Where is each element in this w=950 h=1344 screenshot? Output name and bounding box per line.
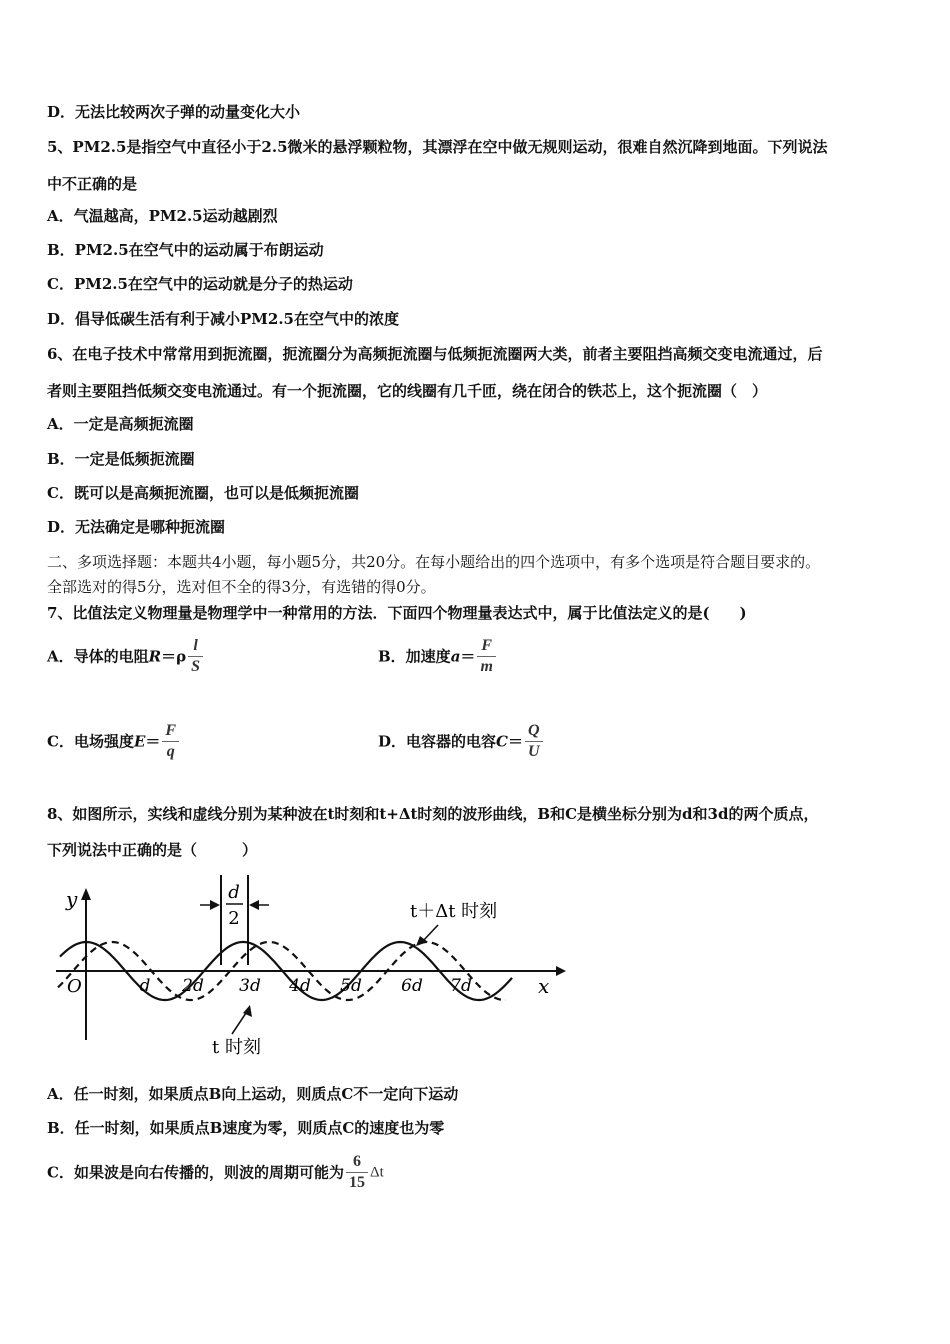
- half-d-right-arrow-icon: [249, 900, 259, 910]
- y-axis-label: y: [66, 887, 78, 911]
- tick-label-4d: 4d: [289, 976, 311, 996]
- q7-option-d-var: C: [496, 732, 508, 751]
- q8-option-c-text: C．如果波是向右传播的，则波的周期可能为: [47, 1163, 344, 1182]
- q7-option-b-denominator: m: [480, 658, 493, 675]
- half-d-numerator: d: [228, 882, 240, 903]
- q7-option-b-var: a: [450, 647, 461, 666]
- tick-label-5d: 5d: [340, 976, 362, 996]
- q8-option-c-suffix: Δt: [369, 1164, 384, 1181]
- q6-option-c: C．既可以是高频扼流圈，也可以是低频扼流圈: [47, 484, 359, 502]
- origin-label: O: [67, 976, 82, 997]
- q8-stem-line1: 8、如图所示，实线和虚线分别为某种波在t时刻和t+Δt时刻的波形曲线，B和C是横坐标分别为d和3d的两个质点，: [47, 805, 819, 823]
- q8-option-c-numerator: 6: [346, 1152, 368, 1173]
- q7-option-b-fraction: [477, 636, 495, 677]
- solid-wave-label: t 时刻: [212, 1037, 261, 1058]
- q7-option-c-fraction: [162, 721, 179, 762]
- q7-option-b-eq: ＝: [460, 647, 476, 666]
- q6-stem-line2: 者则主要阻挡低频交变电流通过。有一个扼流圈，它的线圈有几千匝，绕在闭合的铁芯上，这个扼流圈（ ）: [47, 382, 768, 400]
- q6-option-b: B．一定是低频扼流圈: [47, 450, 195, 468]
- q7-option-c-var: E: [133, 732, 146, 751]
- q8-option-c-fraction: [346, 1152, 368, 1193]
- y-axis-arrow-icon: [81, 888, 91, 900]
- q5-option-b: B．PM2.5在空气中的运动属于布朗运动: [47, 241, 324, 259]
- q7-option-a-eq: ＝ρ: [161, 647, 187, 666]
- q5-stem-line1: 5、PM2.5是指空气中直径小于2.5微米的悬浮颗粒物，其漂浮在空中做无规则运动，很难自然沉降到地面。下列说法: [47, 138, 828, 156]
- q7-option-c: [47, 721, 181, 762]
- q7-option-c-numerator: F: [162, 721, 179, 742]
- q6-option-a: A．一定是高频扼流圈: [47, 415, 194, 433]
- section2-line2: 全部选对的得5分，选对但不全的得3分，有选错的得0分。: [47, 578, 436, 596]
- q7-option-c-prefix: C．电场强度: [47, 732, 134, 751]
- q8-option-b: B．任一时刻，如果质点B速度为零，则质点C的速度也为零: [47, 1119, 445, 1137]
- q7-option-b-prefix: B．加速度: [378, 647, 451, 666]
- half-d-left-arrow-icon: [210, 900, 220, 910]
- half-d-denominator: 2: [228, 908, 240, 929]
- q4-option-d: D．无法比较两次子弹的动量变化大小: [47, 103, 301, 121]
- tick-label-2d: 2d: [182, 976, 204, 996]
- section2-line1: 二、多项选择题：本题共4小题，每小题5分，共20分。在每小题给出的四个选项中，有多个选项是符合题目要求的。: [47, 553, 821, 571]
- q7-option-d-prefix: D．电容器的电容: [378, 732, 497, 751]
- q7-option-c-denominator: q: [166, 743, 175, 760]
- q7-option-d-denominator: U: [527, 743, 540, 760]
- q6-stem-line1: 6、在电子技术中常常用到扼流圈，扼流圈分为高频扼流圈与低频扼流圈两大类，前者主要阻挡高频交变电流通过，后: [47, 345, 823, 363]
- q7-option-a-denominator: S: [191, 658, 200, 675]
- q7-option-a-var: R: [148, 647, 162, 666]
- q5-option-a: A．气温越高，PM2.5运动越剧烈: [47, 207, 278, 225]
- tick-label-7d: 7d: [450, 976, 472, 996]
- dashed-wave-label: t＋Δt 时刻: [410, 901, 498, 922]
- q7-stem: 7、比值法定义物理量是物理学中一种常用的方法．下面四个物理量表达式中，属于比值法定义的是( ): [47, 604, 747, 622]
- q8-option-c: [47, 1152, 384, 1193]
- q7-option-d: [378, 721, 545, 762]
- q7-option-b-numerator: F: [477, 636, 495, 657]
- q7-option-a-numerator: l: [188, 636, 203, 657]
- q7-option-d-eq: ＝: [507, 732, 523, 751]
- tick-label-6d: 6d: [401, 976, 423, 996]
- q7-option-c-eq: ＝: [145, 732, 161, 751]
- q7-option-b: [378, 636, 498, 677]
- q5-option-d: D．倡导低碳生活有利于减小PM2.5在空气中的浓度: [47, 310, 399, 328]
- q7-option-a-fraction: [188, 636, 203, 677]
- q8-wave-figure: [40, 870, 570, 1065]
- x-tick-labels: [140, 976, 472, 996]
- q5-stem-line2: 中不正确的是: [47, 175, 138, 193]
- tick-label-3d: 3d: [239, 976, 261, 996]
- q8-option-c-denominator: 15: [348, 1174, 365, 1191]
- x-axis-label: x: [538, 974, 550, 998]
- q7-option-a: [47, 636, 205, 677]
- q6-option-d: D．无法确定是哪种扼流圈: [47, 518, 226, 536]
- q7-option-d-numerator: Q: [525, 721, 543, 742]
- q5-option-c: C．PM2.5在空气中的运动就是分子的热运动: [47, 275, 353, 293]
- x-axis-arrow-icon: [556, 966, 566, 976]
- q8-stem-line2: 下列说法中正确的是（ ）: [47, 841, 258, 859]
- tick-label-d: d: [139, 976, 151, 996]
- q8-option-a: A．任一时刻，如果质点B向上运动，则质点C不一定向下运动: [47, 1085, 459, 1103]
- q7-option-a-prefix: A．导体的电阻: [47, 647, 149, 666]
- q7-option-d-fraction: [525, 721, 543, 762]
